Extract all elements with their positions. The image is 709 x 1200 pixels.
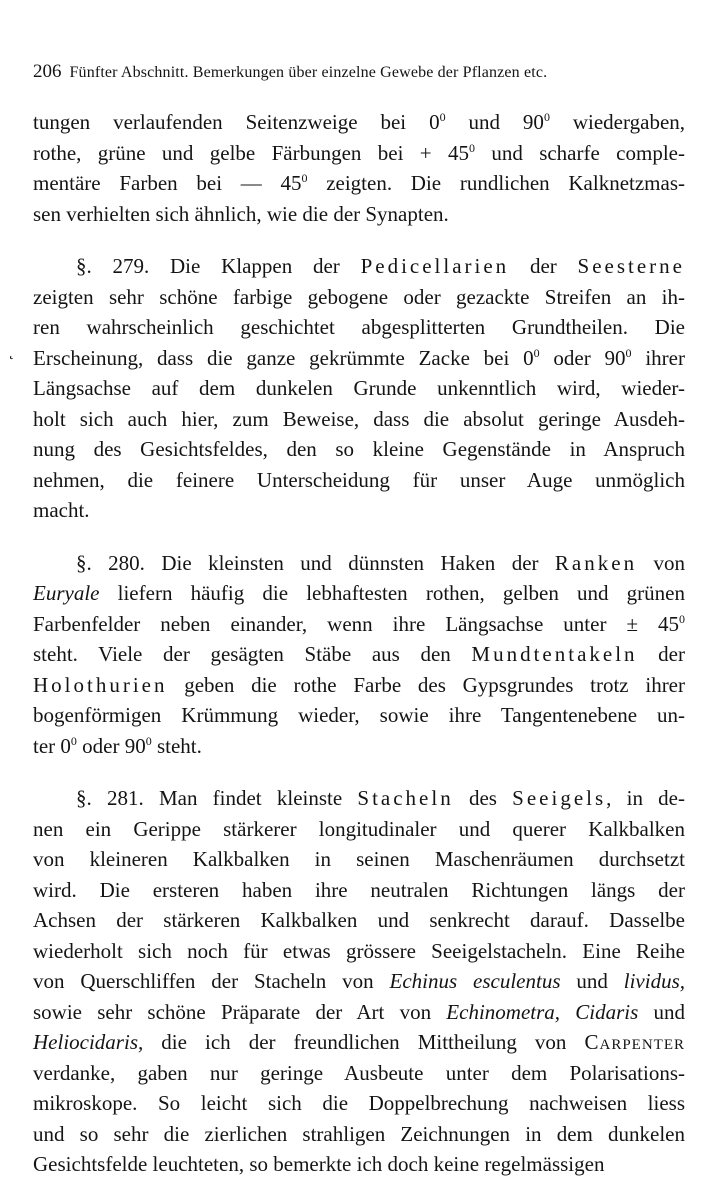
text-segment: §. 281. Man findet kleinste <box>76 786 358 810</box>
smallcaps-text: Carpenter <box>584 1030 685 1054</box>
text-segment: sowie sehr schöne Präparate der Art von <box>33 999 447 1024</box>
text-line <box>33 578 685 609</box>
text-line <box>33 282 685 313</box>
text-line <box>33 1027 685 1058</box>
text-segment: Farbenfelder neben einander, wenn ihre Längsachse unter ± 45 <box>33 611 679 636</box>
text-line <box>33 138 685 169</box>
paragraph-gap <box>33 526 685 548</box>
text-segment: nen ein Gerippe stärkerer longitudinaler und querer Kalkbalken <box>33 816 685 841</box>
text-segment: ter 0 <box>33 733 71 758</box>
text-segment: zeigten sehr schöne farbige gebogene oder gezackte Streifen an ih- <box>33 284 685 309</box>
text-segment: verdanke, gaben nur geringe Ausbeute unter dem Polarisations- <box>33 1060 685 1085</box>
text-line <box>33 905 685 936</box>
text-segment: Achsen der stärkeren Kalkbalken und senkrecht darauf. Dasselbe <box>33 908 685 932</box>
text-segment: wiedergaben, <box>549 110 686 134</box>
text-line <box>33 731 685 762</box>
text-segment: oder 90 <box>76 733 146 758</box>
text-segment: der <box>637 642 685 666</box>
text-segment: bogenförmigen Krümmung wieder, sowie ihre Tangentenebene un- <box>33 703 685 727</box>
text-line <box>33 814 685 845</box>
paragraph <box>33 107 685 229</box>
text-line <box>33 609 685 640</box>
text-line <box>33 465 685 496</box>
text-line <box>33 844 685 875</box>
text-line <box>33 495 685 526</box>
paragraph <box>33 251 685 526</box>
text-segment: wiederholt sich noch für etwas grössere Seeigelstacheln. Eine Reihe <box>33 938 685 963</box>
text-line <box>33 936 685 967</box>
text-line <box>33 373 685 404</box>
text-segment: von kleineren Kalkbalken in seinen Maschenräumen durchsetzt <box>33 847 685 871</box>
text-segment: von <box>637 550 685 575</box>
text-segment: §. 280. Die kleinsten und dünnsten Haken der <box>76 550 555 575</box>
text-segment: geben die rothe Farbe des Gypsgrundes trotz ihrer <box>167 672 685 697</box>
text-line <box>33 168 685 199</box>
text-segment: nehmen, die feinere Unterscheidung für unser Auge unmöglich <box>33 467 685 492</box>
degree-superscript: 0 <box>543 110 550 124</box>
text-segment: und <box>560 969 624 993</box>
paragraph <box>33 548 685 762</box>
text-line <box>33 199 685 230</box>
text-segment: liefern häufig die lebhaftesten rothen, gelben und grünen <box>99 581 685 605</box>
text-line <box>33 670 685 701</box>
text-line <box>33 1149 685 1180</box>
spaced-text: Pedicellarien <box>360 254 510 278</box>
text-line <box>33 997 685 1028</box>
text-line <box>33 700 685 731</box>
degree-superscript: 0 <box>70 733 77 748</box>
text-segment: und scharfe comple- <box>474 140 685 165</box>
text-segment: macht. <box>33 498 90 522</box>
degree-superscript: 0 <box>533 345 540 360</box>
paragraph-gap <box>33 761 685 783</box>
italic-text: Euryale <box>33 581 100 605</box>
text-line <box>33 251 685 282</box>
text-segment: steht. Viele der gesägten Stäbe aus den <box>33 642 472 666</box>
italic-text: Heliocidaris, <box>33 1030 144 1054</box>
text-segment: von Querschliffen der Stacheln von <box>33 969 390 993</box>
spaced-text: Ranken <box>554 550 638 575</box>
body-text <box>33 107 685 1180</box>
text-segment: steht. <box>151 733 202 758</box>
text-line <box>33 783 685 814</box>
text-segment: tungen verlaufenden Seitenzweige bei 0 <box>33 110 440 134</box>
spaced-text: Seesterne <box>577 254 685 278</box>
text-segment: mentäre Farben bei — 45 <box>33 171 302 195</box>
text-segment: rothe, grüne und gelbe Färbungen bei + 45 <box>33 140 469 165</box>
running-head <box>33 62 685 83</box>
degree-superscript: 0 <box>679 611 685 626</box>
italic-text: Echinus esculentus <box>389 969 561 993</box>
degree-superscript: 0 <box>301 171 308 185</box>
text-segment: , in de- <box>606 786 685 810</box>
text-segment: der <box>509 254 578 278</box>
page-number: 206 <box>33 61 62 82</box>
text-segment: Längsachse auf dem dunkelen Grunde unkenntlich wird, wieder- <box>33 376 685 400</box>
text-line <box>33 1088 685 1119</box>
text-line <box>33 312 685 343</box>
spaced-text: Holothurien <box>33 672 168 697</box>
text-segment: und <box>638 999 686 1024</box>
text-segment: oder 90 <box>539 345 626 370</box>
spaced-text: Stacheln <box>357 786 454 810</box>
degree-superscript: 0 <box>439 110 446 124</box>
text-segment: des <box>453 786 513 810</box>
degree-superscript: 0 <box>625 345 632 360</box>
text-line <box>33 434 685 465</box>
text-segment: mikroskope. So leicht sich die Doppelbrechung nachweisen liess <box>33 1091 685 1115</box>
spaced-text: Mundtentakeln <box>471 642 638 666</box>
spaced-text: Seeigels <box>512 786 607 810</box>
text-segment: die ich der freundlichen Mittheilung von <box>143 1030 585 1054</box>
degree-superscript: 0 <box>468 140 475 155</box>
text-segment: nung des Gesichtsfeldes, den so kleine Gegenstände in Anspruch <box>33 437 685 461</box>
text-line <box>33 966 685 997</box>
text-segment: holt sich auch hier, zum Beweise, dass die absolut geringe Ausdeh- <box>33 406 685 431</box>
text-segment: §. 279. Die Klappen der <box>76 254 361 278</box>
text-line <box>33 1058 685 1089</box>
text-segment: sen verhielten sich ähnlich, wie die der Synapten. <box>33 201 449 226</box>
running-head-title: Fünfter Abschnitt. Bemerkungen über einzelne Gewebe der Pflanzen etc. <box>69 64 548 81</box>
text-line <box>33 639 685 670</box>
text-line <box>33 107 685 138</box>
text-segment: wird. Die ersteren haben ihre neutralen Richtungen längs der <box>33 877 685 902</box>
text-line <box>33 404 685 435</box>
text-line <box>33 875 685 906</box>
italic-text: lividus, <box>623 969 685 993</box>
text-segment: und 90 <box>445 110 544 134</box>
italic-text: Echinometra, Cidaris <box>446 999 639 1024</box>
text-segment: zeigten. Die rundlichen Kalknetzmas- <box>307 171 685 195</box>
margin-mark: ˛ <box>9 343 15 360</box>
text-segment: ren wahrscheinlich geschichtet abgesplitterten Grundtheilen. Die <box>33 315 685 339</box>
text-segment: ihrer <box>631 345 685 370</box>
text-line <box>33 1119 685 1150</box>
text-segment: und so sehr die zierlichen strahligen Zeichnungen in dem dunkelen <box>33 1121 685 1146</box>
text-line <box>33 343 685 374</box>
text-segment: Erscheinung, dass die ganze gekrümmte Zacke bei 0 <box>33 345 534 370</box>
text-segment: Gesichtsfelde leuchteten, so bemerkte ich doch keine regelmässigen <box>33 1152 605 1176</box>
paragraph-gap <box>33 229 685 251</box>
degree-superscript: 0 <box>145 733 152 748</box>
paragraph <box>33 783 685 1180</box>
text-line <box>33 548 685 579</box>
